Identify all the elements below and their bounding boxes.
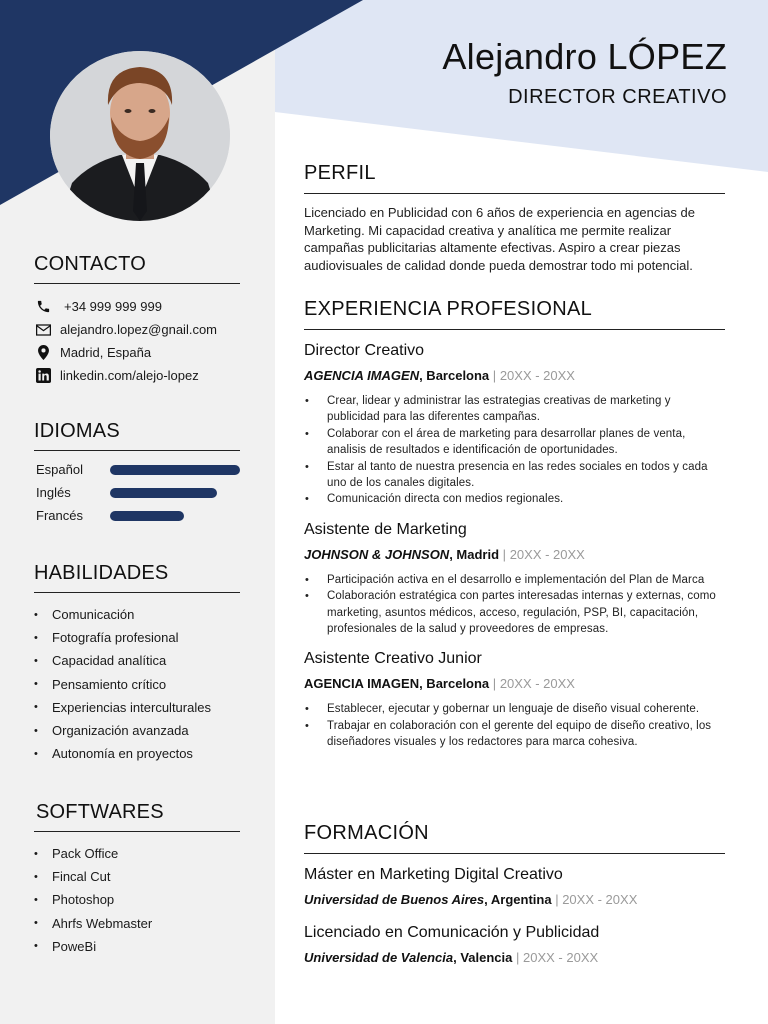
job-entry: [304, 650, 725, 750]
job-tasks: [304, 572, 725, 638]
candidate-role: DIRECTOR CREATIVO: [508, 86, 727, 108]
company-name: AGENCIA IMAGEN: [304, 676, 420, 692]
education-dates: 20XX - 20XX: [523, 950, 599, 965]
profile-title: PERFIL: [304, 162, 376, 184]
section-divider: [34, 592, 240, 593]
education-dates: 20XX - 20XX: [562, 892, 638, 907]
skill-item: • Capacidad analítica: [34, 649, 240, 672]
task-item: • Establecer, ejecutar y gobernar un lenguaje de diseño visual coherente.: [304, 701, 725, 717]
languages-title: IDIOMAS: [34, 420, 120, 442]
company-name: JOHNSON & JOHNSON: [304, 546, 450, 562]
job-company: [304, 547, 725, 562]
location-pin-icon: [34, 345, 52, 361]
task-item: • Participación activa en el desarrollo e implementación del Plan de Marca: [304, 572, 725, 588]
task-item: • Comunicación directa con medios regionales.: [304, 491, 725, 507]
job-dates: 20XX - 20XX: [499, 368, 575, 383]
section-divider: [304, 853, 725, 854]
degree-title: Licenciado en Comunicación y Publicidad: [304, 924, 600, 941]
education-section: [304, 822, 725, 965]
company-city: , Barcelona: [419, 676, 490, 692]
software-item: • Fincal Cut: [34, 865, 240, 888]
section-divider: [34, 450, 240, 451]
education-title: FORMACIÓN: [304, 822, 429, 844]
separator: |: [502, 546, 507, 562]
language-level-bar: [110, 465, 240, 475]
company-city: , Madrid: [449, 546, 500, 562]
job-title: Director Creativo: [304, 342, 425, 359]
job-dates: 20XX - 20XX: [499, 676, 575, 692]
language-level-track: [110, 511, 240, 521]
skills-list: [34, 603, 240, 765]
language-name: Español: [36, 462, 83, 477]
section-divider: [34, 831, 240, 832]
job-company: [304, 368, 725, 383]
institution-name: Universidad de Buenos Aires: [304, 892, 485, 907]
skill-item: • Pensamiento crítico: [34, 673, 240, 696]
language-name: Francés: [36, 508, 83, 523]
section-divider: [34, 283, 240, 284]
location-text: Madrid, España: [60, 345, 152, 360]
institution: [304, 950, 725, 965]
linkedin-icon: [34, 368, 52, 384]
education-entry: [304, 866, 725, 907]
language-level-track: [110, 465, 240, 475]
skill-item: • Experiencias interculturales: [34, 696, 240, 719]
software-item: • Pack Office: [34, 842, 240, 865]
separator: |: [555, 892, 559, 907]
language-row: [34, 481, 240, 504]
job-tasks: [304, 393, 725, 508]
contact-section: [34, 253, 240, 387]
institution-city: , Argentina: [484, 892, 552, 907]
linkedin-text[interactable]: linkedin.com/alejo-lopez: [60, 368, 199, 383]
mail-icon: [34, 322, 52, 338]
languages-section: [34, 420, 240, 527]
contact-list: [34, 295, 240, 387]
job-entry: [304, 521, 725, 638]
job-title: Asistente Creativo Junior: [304, 650, 482, 668]
software-title: SOFTWARES: [36, 801, 164, 823]
skill-item: • Organización avanzada: [34, 719, 240, 742]
skill-item: • Autonomía en proyectos: [34, 742, 240, 765]
education-entry: [304, 924, 725, 965]
software-section: [34, 801, 240, 958]
languages-list: [34, 458, 240, 527]
section-divider: [304, 193, 725, 194]
section-divider: [304, 329, 725, 330]
language-row: [34, 504, 240, 527]
software-list: [34, 842, 240, 958]
institution-name: Universidad de Valencia: [304, 950, 454, 965]
company-city: , Barcelona: [419, 368, 490, 383]
job-company: [304, 676, 725, 691]
candidate-name: Alejandro LÓPEZ: [442, 36, 727, 77]
software-item: • PoweBi: [34, 935, 240, 958]
contact-title: CONTACTO: [34, 253, 146, 275]
separator: |: [515, 950, 520, 965]
phone-text[interactable]: +34 999 999 999: [64, 299, 162, 314]
task-item: • Trabajar en colaboración con el gerente del equipo de diseño creativo, los diseñadores visuales y los redactores para marca cohesiva.: [304, 718, 725, 751]
language-level-bar: [110, 511, 184, 521]
software-item: • Ahrfs Webmaster: [34, 912, 240, 935]
separator: |: [492, 368, 497, 383]
skill-item: • Comunicación: [34, 603, 240, 626]
experience-section: [304, 298, 725, 751]
contact-linkedin: [34, 364, 240, 387]
job-entry: [304, 342, 725, 508]
language-row: [34, 458, 240, 481]
institution-city: , Valencia: [453, 950, 513, 965]
skills-section: [34, 562, 240, 765]
software-item: • Photoshop: [34, 888, 240, 911]
company-name: AGENCIA IMAGEN: [304, 368, 420, 383]
profile-section: [304, 162, 725, 274]
task-item: • Estar al tanto de nuestra presencia en las redes sociales en todos y cada uno de los canales digitales.: [304, 459, 725, 492]
experience-title: EXPERIENCIA PROFESIONAL: [304, 298, 593, 320]
task-item: • Crear, lidear y administrar las estrategias creativas de marketing y publicidad para las diferentes campañas.: [304, 393, 725, 426]
separator: |: [492, 676, 497, 692]
task-item: • Colaboración estratégica con partes interesadas internas y externas, como marketing, asuntos médicos, acceso, regulación, PSP, BI, capacitación, profesionales de la salud y proveedores de empresas.: [304, 588, 725, 637]
profile-photo: [50, 51, 230, 221]
contact-location: [34, 341, 240, 364]
language-level-bar: [110, 488, 217, 498]
job-tasks: [304, 701, 725, 750]
task-item: • Colaborar con el área de marketing para desarrollar planes de venta, analisis de resultados e identificación de oportunidades.: [304, 426, 725, 459]
language-level-track: [110, 488, 240, 498]
skills-title: HABILIDADES: [34, 562, 169, 584]
contact-phone: [34, 295, 240, 318]
job-dates: 20XX - 20XX: [509, 546, 585, 562]
profile-text: Licenciado en Publicidad con 6 años de experiencia en agencias de Marketing. Mi capacidad creativa y analítica me permite realizar campañas publicitarias altamente efectivas. Aspiro a crear piezas audiovisuales de calidad donde pueda demostrar todo mi potencial.: [304, 205, 696, 273]
skill-item: • Fotografía profesional: [34, 626, 240, 649]
institution: [304, 892, 725, 907]
degree-title: Máster en Marketing Digital Creativo: [304, 866, 563, 883]
contact-email: [34, 318, 240, 341]
email-text[interactable]: alejandro.lopez@gnail.com: [60, 322, 218, 337]
language-name: Inglés: [36, 485, 71, 500]
phone-icon: [34, 299, 52, 315]
job-title: Asistente de Marketing: [304, 520, 467, 538]
